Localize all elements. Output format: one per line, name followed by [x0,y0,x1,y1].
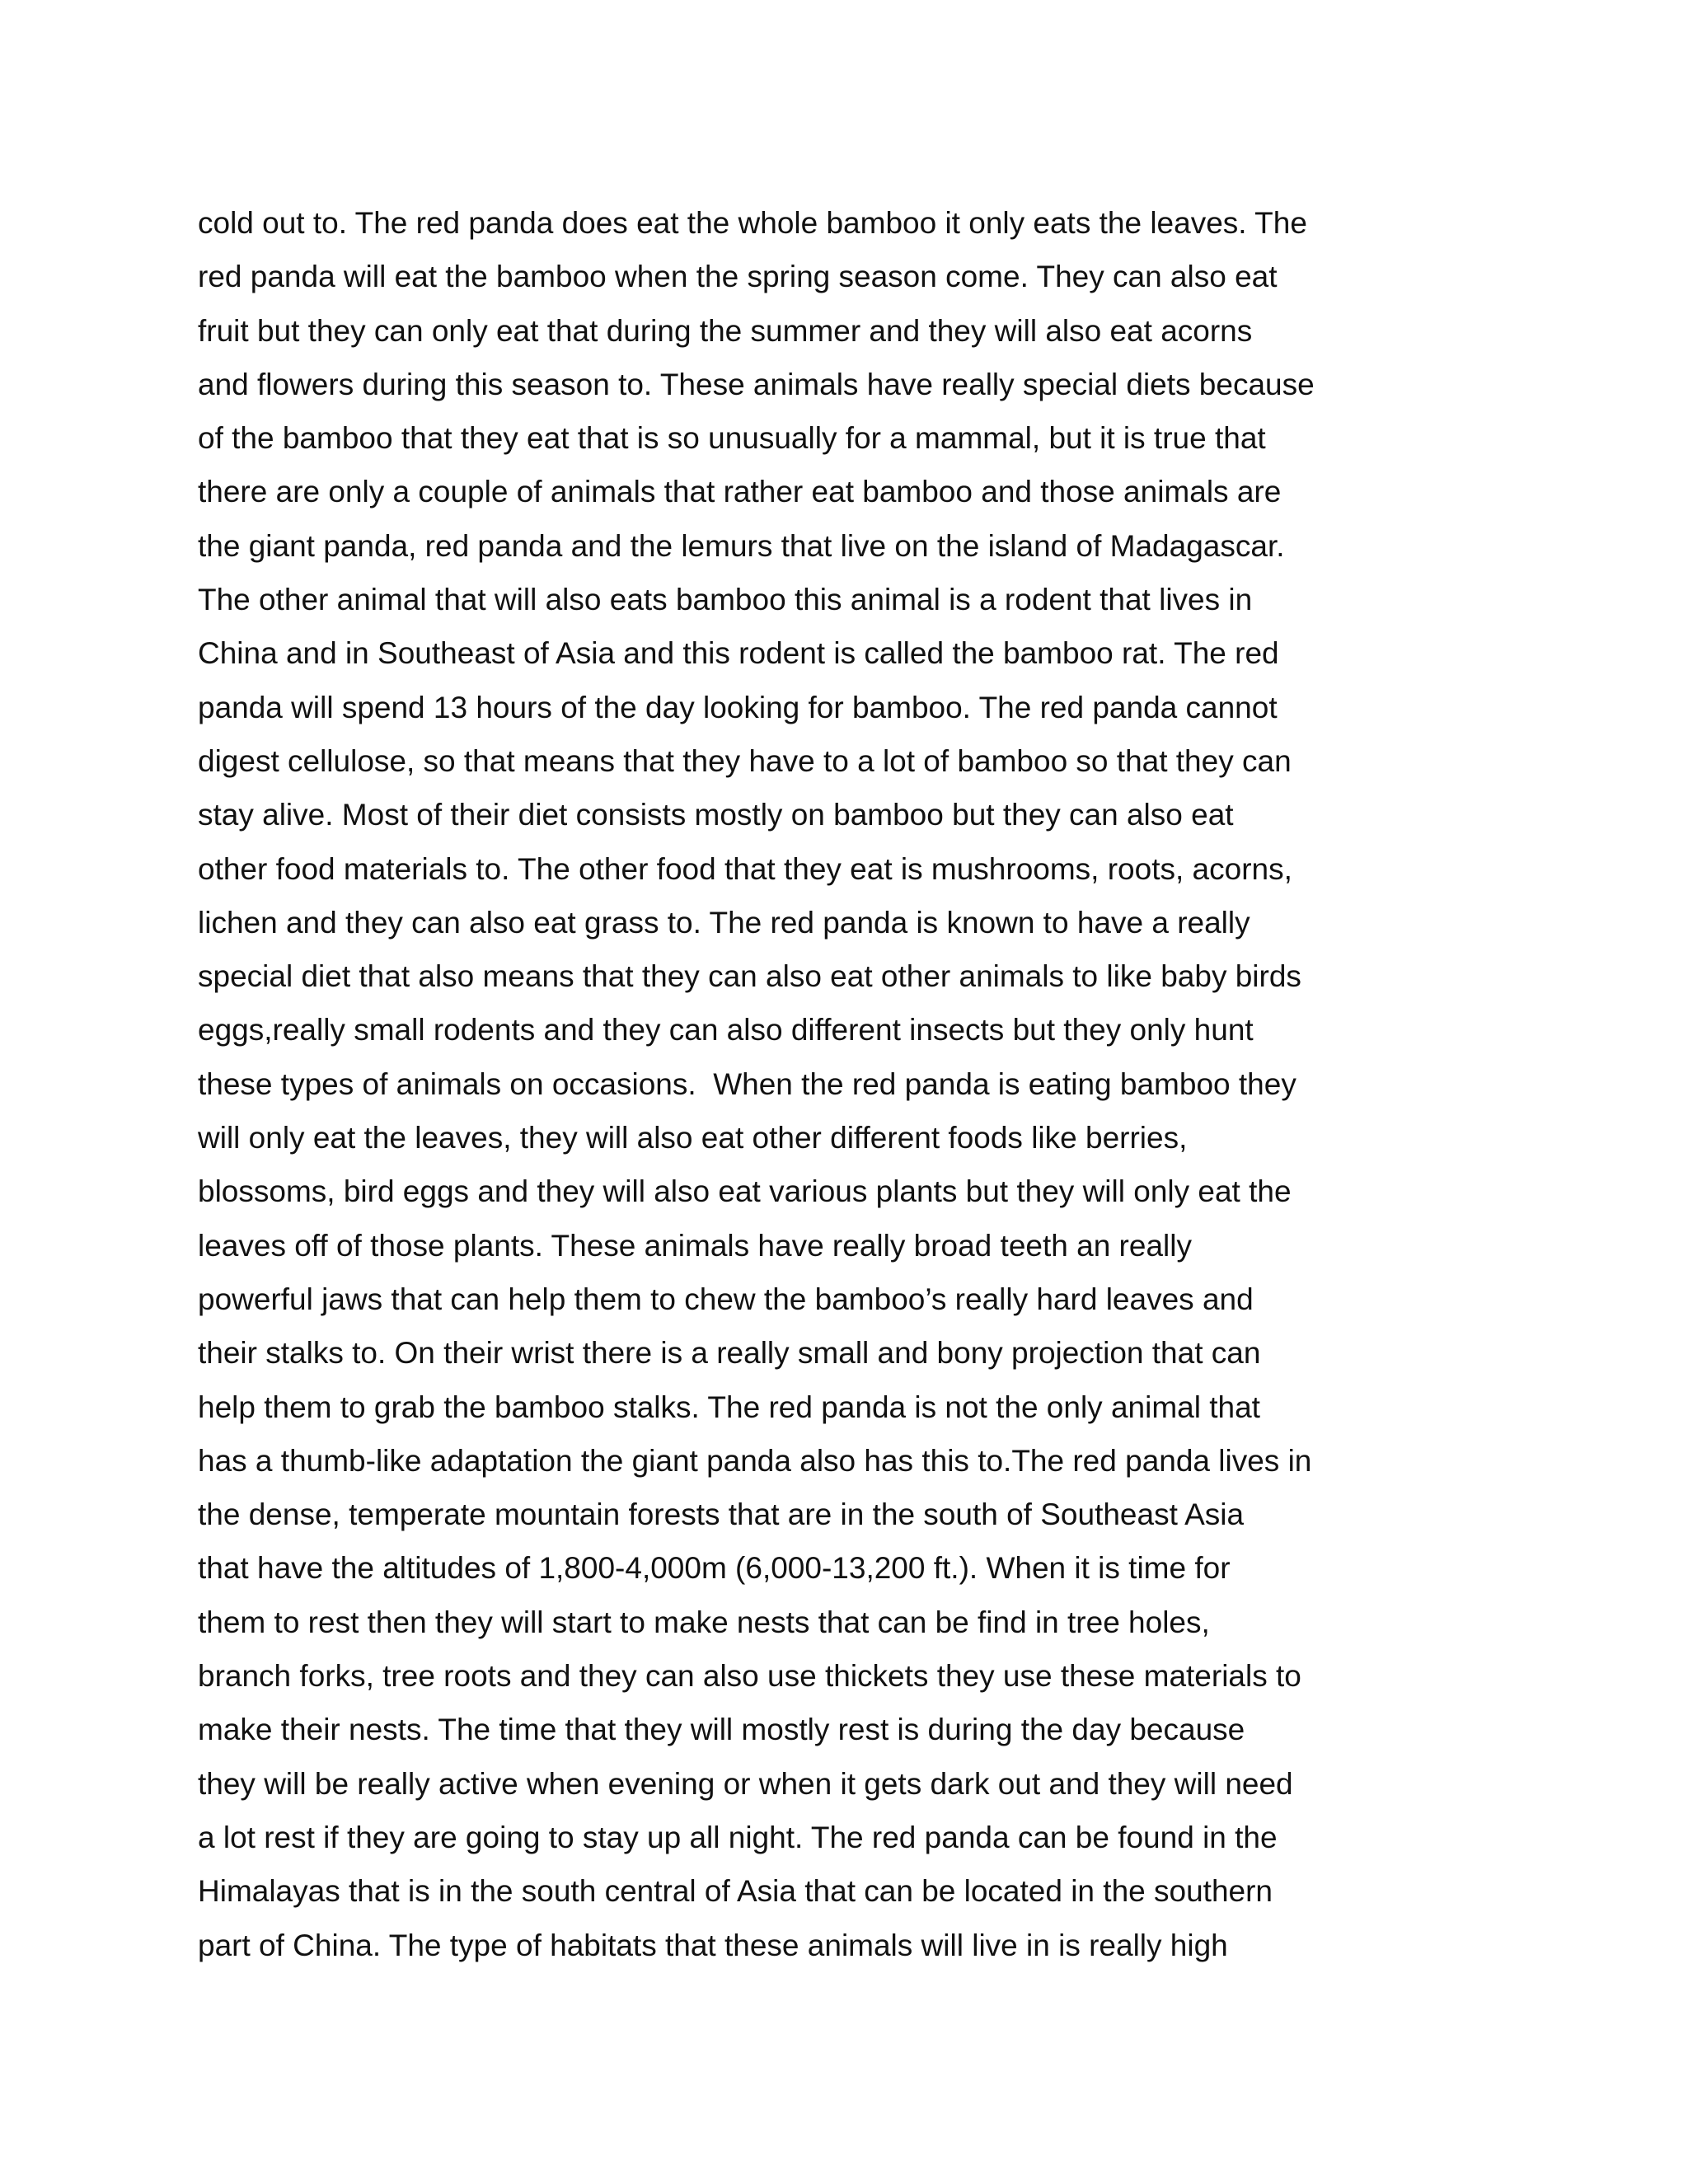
text-line: powerful jaws that can help them to chew the bamboo’s really hard leaves and [198,1282,1254,1316]
text-line: other food materials to. The other food that they eat is mushrooms, roots, acorns, [198,851,1292,886]
text-line: China and in Southeast of Asia and this rodent is called the bamboo rat. The red [198,636,1279,671]
text-line: and flowers during this season to. These animals have really special diets because [198,367,1315,401]
text-line: a lot rest if they are going to stay up all night. The red panda can be found in the [198,1820,1278,1854]
text-line: leaves off of those plants. These animals have really broad teeth an really [198,1228,1192,1263]
text-line: they will be really active when evening or when it gets dark out and they will need [198,1766,1293,1801]
text-line: that have the altitudes of 1,800-4,000m (6,000-13,200 ft.). When it is time for [198,1551,1231,1586]
text-line: part of China. The type of habitats that these animals will live in is really high [198,1928,1228,1962]
text-line: their stalks to. On their wrist there is a really small and bony projection that can [198,1336,1261,1371]
text-line: there are only a couple of animals that rather eat bamboo and those animals are [198,475,1282,509]
text-line: digest cellulose, so that means that they have to a lot of bamboo so that they can [198,743,1292,778]
text-line: The other animal that will also eats bamboo this animal is a rodent that lives in [198,583,1253,617]
text-line: branch forks, tree roots and they can also use thickets they use these materials to [198,1659,1301,1694]
text-line: eggs,really small rodents and they can also different insects but they only hunt [198,1013,1254,1047]
text-line: lichen and they can also eat grass to. The red panda is known to have a really [198,905,1250,940]
text-line: Himalayas that is in the south central of Asia that can be located in the southern [198,1874,1273,1909]
text-line: these types of animals on occasions. When the red panda is eating bamboo they [198,1066,1296,1101]
body-text [198,196,1517,1972]
text-line: cold out to. The red panda does eat the whole bamboo it only eats the leaves. The [198,206,1307,240]
text-line: panda will spend 13 hours of the day looking for bamboo. The red panda cannot [198,690,1278,724]
text-line: special diet that also means that they can also eat other animals to like baby birds [198,959,1301,994]
text-line: will only eat the leaves, they will also eat other different foods like berries, [198,1121,1188,1155]
text-line: blossoms, bird eggs and they will also eat various plants but they will only eat the [198,1174,1292,1209]
text-line: fruit but they can only eat that during the summer and they will also eat acorns [198,313,1253,348]
text-line: of the bamboo that they eat that is so unusually for a mammal, but it is true that [198,421,1266,456]
text-line: has a thumb-like adaptation the giant panda also has this to.The red panda lives in [198,1443,1312,1478]
text-line: stay alive. Most of their diet consists mostly on bamboo but they can also eat [198,798,1234,832]
text-line: them to rest then they will start to make nests that can be find in tree holes, [198,1605,1210,1639]
text-line: the dense, temperate mountain forests that are in the south of Southeast Asia [198,1497,1245,1532]
text-line: make their nests. The time that they will mostly rest is during the day because [198,1713,1245,1747]
text-line: the giant panda, red panda and the lemurs that live on the island of Madagascar. [198,528,1285,563]
text-line: help them to grab the bamboo stalks. The red panda is not the only animal that [198,1390,1260,1424]
text-line: red panda will eat the bamboo when the spring season come. They can also eat [198,260,1278,294]
